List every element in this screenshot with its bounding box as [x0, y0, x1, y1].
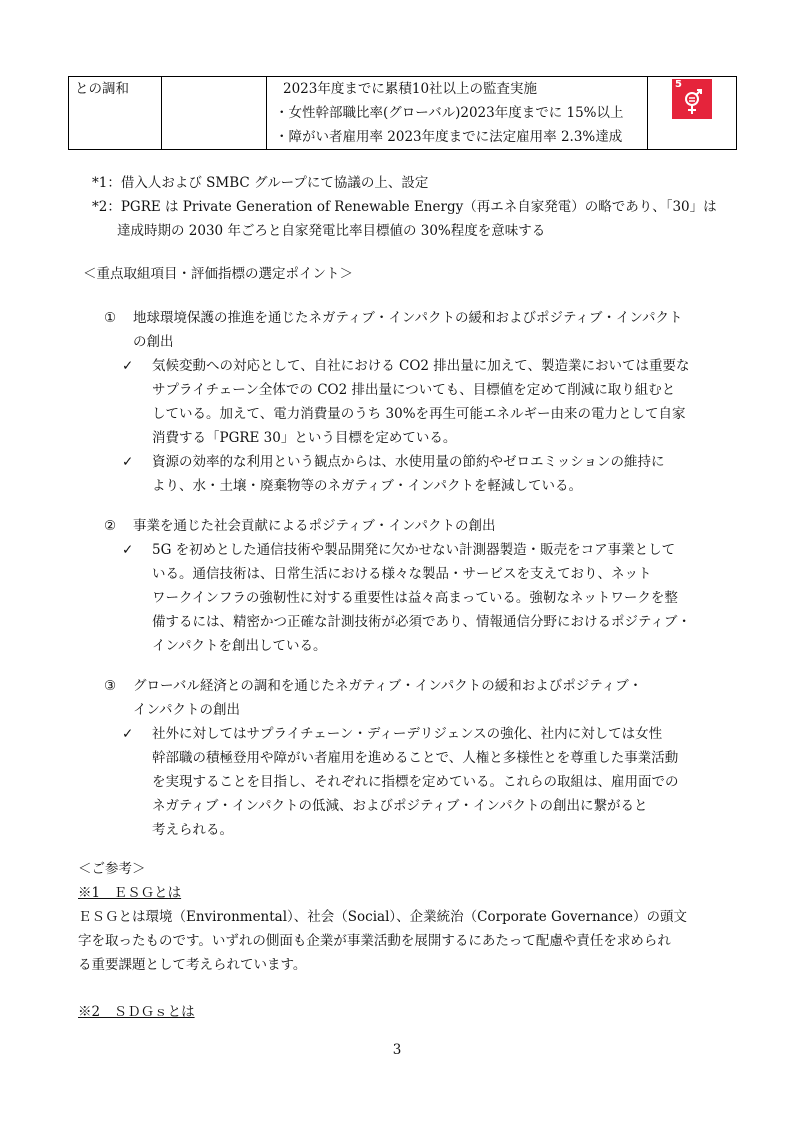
target-line: ・女性幹部職比率(グローバル)2023年度までに 15%以上: [275, 105, 624, 121]
check-icon: ✓: [122, 542, 134, 558]
bullet-line: を実現することを目指し、それぞれに指標を定めている。これらの取組は、雇用面での: [152, 774, 679, 790]
check-icon: ✓: [122, 454, 134, 470]
item-1-marker: ①: [104, 310, 117, 326]
bullet-line: 社外に対してはサプライチェーン・ディーデリジェンスの強化、社内に対しては女性: [152, 726, 663, 742]
bullet-line: より、水・土壌・廃棄物等のネガティブ・インパクトを軽減している。: [152, 478, 582, 494]
item-2-marker: ②: [104, 518, 117, 534]
esg-text-line: 字を取ったものです。いずれの側面も企業が事業活動を展開するにあたって配慮や責任を求められ: [78, 933, 671, 949]
bullet-line: 5G を初めとした通信技術や製品開発に欠かせない計測器製造・販売をコア事業として: [152, 542, 676, 558]
esg-text-line: る重要課題として考えられています。: [78, 957, 307, 973]
footnote-1: *1：借入人および SMBC グループにて協議の上、設定: [92, 175, 429, 191]
table-cell-empty: [162, 77, 267, 150]
check-icon: ✓: [122, 726, 134, 742]
footnote-2: *2：PGRE は Private Generation of Renewable Energy（再エネ自家発電）の略であり、「30」は: [92, 199, 717, 215]
footnote-2-cont: 達成時期の 2030 年ごろと自家発電比率目標値の 30%程度を意味する: [117, 223, 546, 239]
item-3-marker: ③: [104, 678, 117, 694]
item-3-title: グローバル経済との調和を通じたネガティブ・インパクトの緩和およびポジティブ・: [133, 678, 643, 694]
sdg-goal-5-logo: 5: [672, 79, 712, 119]
bullet-line: ネガティブ・インパクトの低減、およびポジティブ・インパクトの創出に繋がると: [152, 798, 648, 814]
page-number: 3: [392, 1042, 402, 1058]
item-1-title: 地球環境保護の推進を通じたネガティブ・インパクトの緩和およびポジティブ・インパクト: [133, 310, 683, 326]
reference-heading: ＜ご参考＞: [78, 861, 146, 877]
table-cell-sdg: [648, 77, 737, 150]
target-line: 2023年度までに累積10社以上の監査実施: [283, 81, 538, 97]
bullet-line: 備するには、精密かつ正確な計測技術が必須であり、情報通信分野におけるポジティブ・: [152, 614, 691, 630]
gender-equality-icon: [682, 88, 702, 116]
bullet-line: 資源の効率的な利用という観点からは、水使用量の節約やゼロエミッションの維持に: [152, 454, 665, 470]
bullet-line: 気候変動への対応として、自社における CO2 排出量に加えて、製造業においては重要な: [152, 358, 690, 374]
bullet-line: 消費する「PGRE 30」という目標を定めている。: [152, 430, 457, 446]
target-line: ・障がい者雇用率 2023年度までに法定雇用率 2.3%達成: [275, 129, 623, 145]
item-2-title: 事業を通じた社会貢献によるポジティブ・インパクトの創出: [133, 518, 496, 534]
bullet-line: いる。通信技術は、日常生活における様々な製品・サービスを支えており、ネット: [152, 566, 652, 582]
bullet-line: 考えられる。: [152, 822, 233, 838]
bullet-line: 幹部職の積極登用や障がい者雇用を進めることで、人権と多様性とを尊重した事業活動: [152, 750, 679, 766]
item-1-title-cont: の創出: [133, 334, 174, 350]
section-heading: ＜重点取組項目・評価指標の選定ポイント＞: [83, 266, 353, 282]
check-icon: ✓: [122, 358, 134, 374]
esg-title: ※1 ＥＳＧとは: [78, 885, 182, 901]
bullet-line: ワークインフラの強靭性に対する重要性は益々高まっている。強靭なネットワークを整: [152, 590, 678, 606]
bullet-line: している。加えて、電力消費量のうち 30%を再生可能エネルギー由来の電力として自家: [152, 406, 686, 422]
sdgs-title: ※2 ＳＤＧｓとは: [78, 1004, 195, 1020]
esg-text-line: ＥＳＧとは環境（Environmental）、社会（Social）、企業統治（Corporate Governance）の頭文: [78, 909, 688, 925]
goals-table: [68, 76, 737, 150]
bullet-line: インパクトを創出している。: [152, 638, 327, 654]
bullet-line: サプライチェーン全体での CO2 排出量についても、目標値を定めて削減に取り組むと: [152, 382, 676, 398]
item-3-title-cont: インパクトの創出: [133, 702, 241, 718]
table-cell-theme: との調和: [69, 77, 162, 150]
table-cell-targets: [267, 77, 648, 150]
